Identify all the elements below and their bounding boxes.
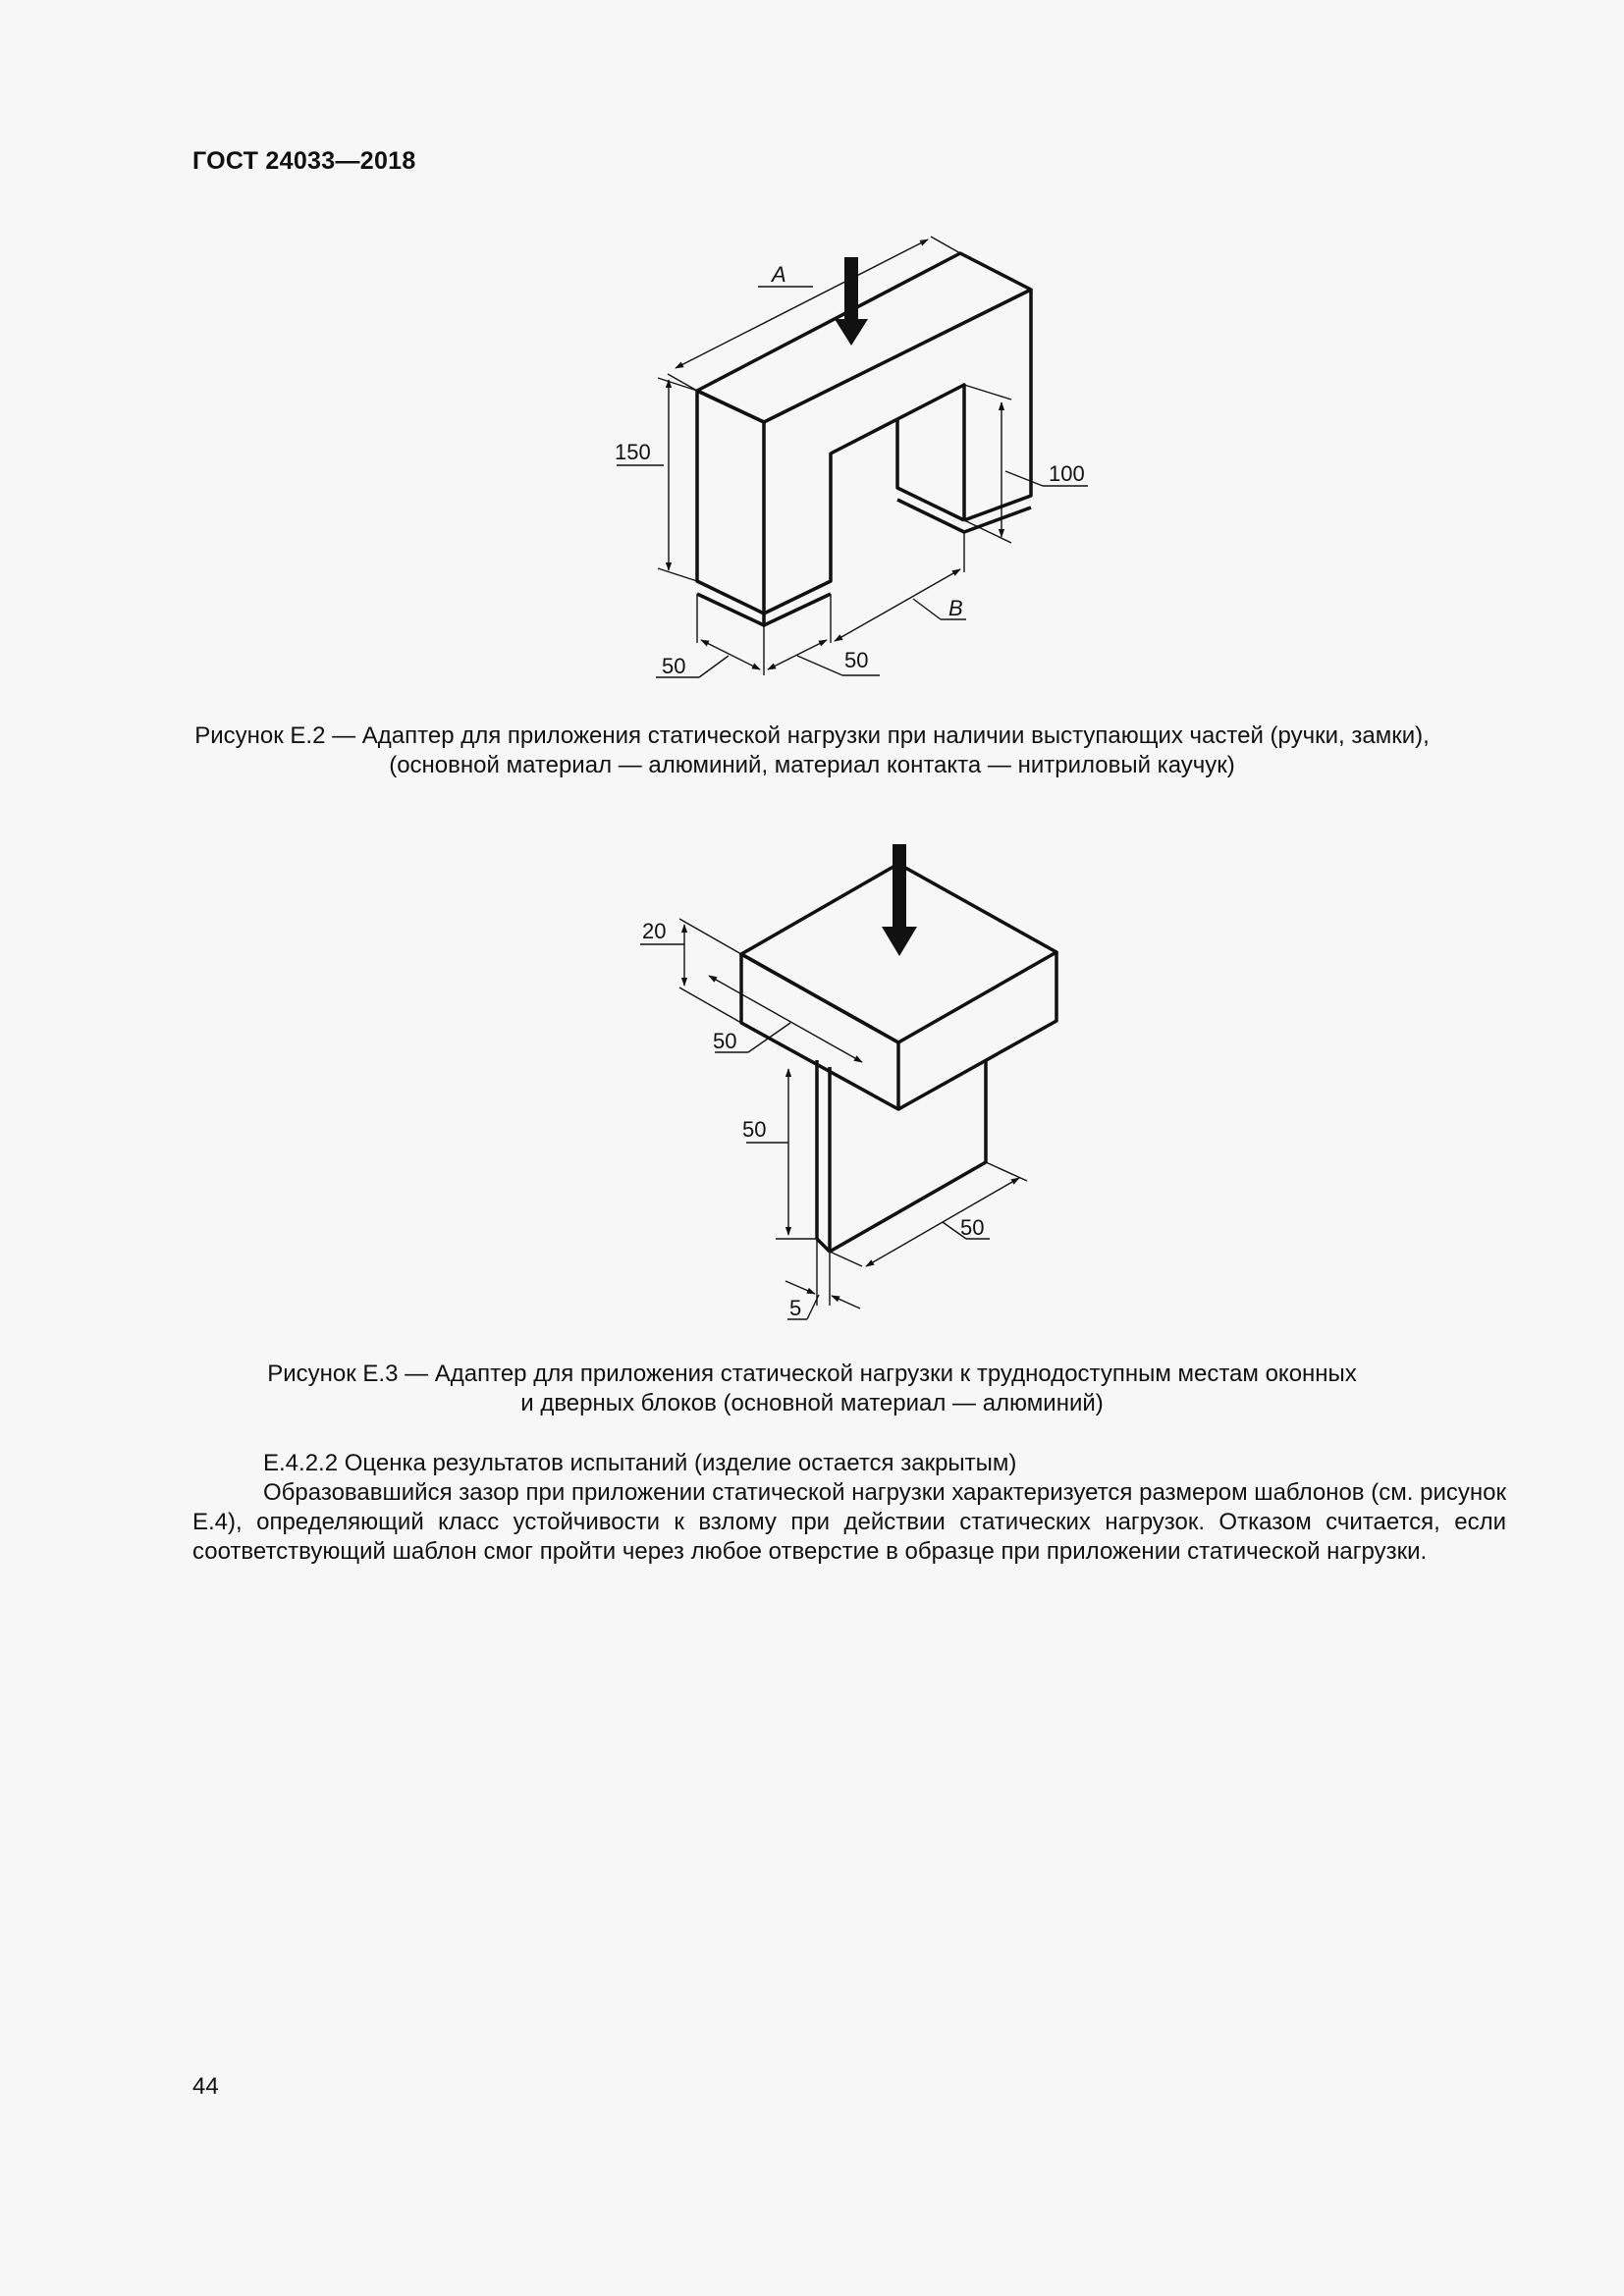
adapter-e2-body bbox=[697, 253, 1031, 625]
load-arrow-e2 bbox=[835, 257, 868, 346]
dimension-label-150: 150 bbox=[615, 440, 651, 464]
figure-e2-caption-line-2: (основной материал — алюминий, материал контакта — нитриловый каучук) bbox=[389, 752, 1235, 778]
figure-e3-caption-line-2: и дверных блоков (основной материал — алюминий) bbox=[520, 1390, 1104, 1416]
dimension-label-50-width: 50 bbox=[960, 1215, 985, 1240]
figure-e3 bbox=[628, 834, 1060, 1330]
document-header: ГОСТ 24033—2018 bbox=[192, 147, 416, 175]
dimension-label-50-top: 50 bbox=[713, 1029, 737, 1053]
dimension-label-50-right: 50 bbox=[844, 648, 869, 672]
figure-e2-caption-line-1: Рисунок Е.2 — Адаптер для приложения статической нагрузки при наличии выступающих частей (ручки, замки), bbox=[194, 722, 1430, 749]
page-number: 44 bbox=[192, 2073, 219, 2100]
dimension-label-100: 100 bbox=[1049, 461, 1085, 486]
dimension-label-50-left: 50 bbox=[662, 654, 686, 678]
figure-e3-caption bbox=[157, 1360, 1467, 1418]
dimension-label-a: A bbox=[772, 262, 786, 287]
figure-e2-drawing bbox=[589, 226, 1139, 687]
dimension-label-5: 5 bbox=[789, 1296, 802, 1320]
dimension-lines-e3 bbox=[640, 919, 1027, 1319]
figure-e2-caption bbox=[157, 721, 1467, 780]
load-arrow-e3 bbox=[882, 844, 917, 956]
figure-e2 bbox=[589, 226, 1139, 687]
section-body: Образовавшийся зазор при приложении статической нагрузки характеризуется размером шаблонов (см. рисунок Е.4), определяющий класс устойчивости к взлому при действии статических нагрузок. Отказом считается, если соответствующий шаблон смог пройти через любое отверстие в образце при приложении статической нагрузки. bbox=[192, 1479, 1506, 1565]
figure-e3-drawing bbox=[628, 834, 1060, 1330]
figure-e3-caption-line-1: Рисунок Е.3 — Адаптер для приложения статической нагрузки к труднодоступным местам оконных bbox=[267, 1361, 1357, 1387]
dimension-label-b: B bbox=[948, 596, 963, 620]
dimension-label-20: 20 bbox=[642, 919, 667, 943]
section-e4-2-2 bbox=[192, 1449, 1506, 1567]
section-heading: Е.4.2.2 Оценка результатов испытаний (изделие остается закрытым) bbox=[263, 1450, 1017, 1476]
dimension-label-50-height: 50 bbox=[742, 1117, 767, 1142]
